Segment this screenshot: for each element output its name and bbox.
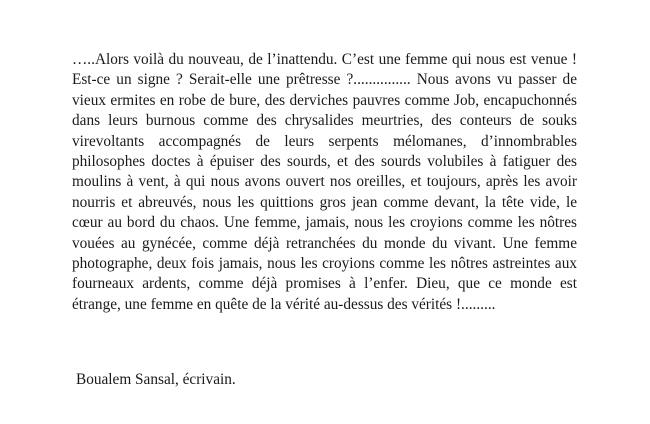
author-signature: Boualem Sansal, écrivain.: [76, 371, 236, 388]
quote-paragraph: …..Alors voilà du nouveau, de l’inattendu. C’est une femme qui nous est venue ! Est-ce un signe ? Serait-elle une prêtresse ?............... Nous avons vu passer de vieux ermites en robe de bure, des derviches pauvres comme Job, encapuchonnés dans leurs burnous comme des chrysalides meurtries, des conteurs de souks virevoltants accompagnés de leurs serpents mélomanes, d’innombrables philosophes doctes à épuiser des sourds, et des sourds volubiles à fatiguer des moulins à vent, à qui nous avons ouvert nos oreilles, et toujours, après les avoir nourris et abreuvés, nous les quittions gros jean comme devant, la tête vide, le cœur au bord du chaos. Une femme, jamais, nous les croyions comme les nôtres vouées au gynécée, comme déjà retranchées du monde du vivant. Une femme photographe, deux fois jamais, nous les croyions comme les nôtres astreintes aux fourneaux ardents, comme déjà promises à l’enfer. Dieu, que ce monde est étrange, une femme en quête de la vérité au-dessus des vérités !.........: [72, 51, 577, 313]
